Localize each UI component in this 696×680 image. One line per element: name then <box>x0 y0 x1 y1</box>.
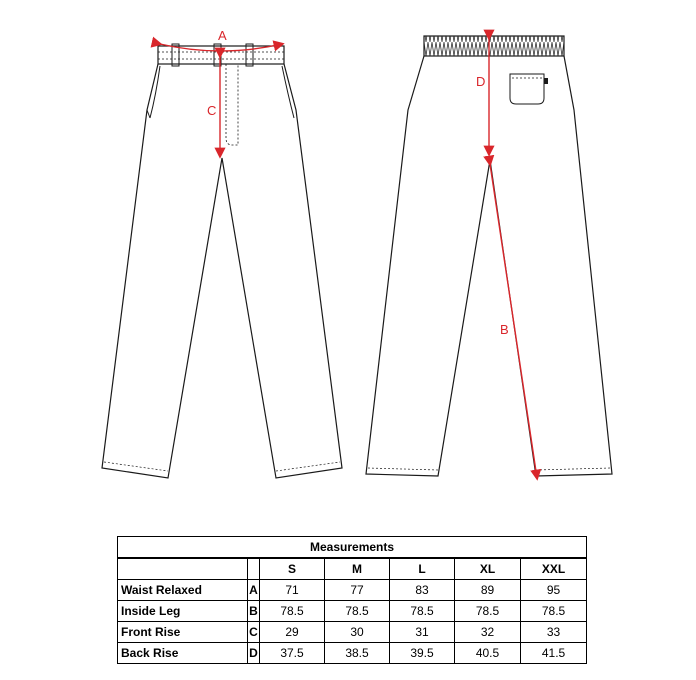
label-b: B <box>500 322 509 337</box>
cell-value: 77 <box>325 580 390 601</box>
header-code-empty <box>248 558 260 580</box>
size-s: S <box>260 558 325 580</box>
cell-value: 78.5 <box>521 601 587 622</box>
row-name: Inside Leg <box>118 601 248 622</box>
row-name: Waist Relaxed <box>118 580 248 601</box>
table-row <box>118 643 587 664</box>
size-xxl: XXL <box>521 558 587 580</box>
front-view-trousers <box>102 44 342 478</box>
cell-value: 89 <box>455 580 521 601</box>
size-l: L <box>390 558 455 580</box>
size-m: M <box>325 558 390 580</box>
table-row <box>118 580 587 601</box>
cell-value: 95 <box>521 580 587 601</box>
table-title: Measurements <box>118 537 587 559</box>
back-elastic-waistband <box>424 36 564 56</box>
label-c: C <box>207 103 217 118</box>
cell-value: 31 <box>390 622 455 643</box>
back-pocket <box>510 74 544 104</box>
row-name: Front Rise <box>118 622 248 643</box>
cell-value: 32 <box>455 622 521 643</box>
cell-value: 78.5 <box>455 601 521 622</box>
cell-value: 71 <box>260 580 325 601</box>
cell-value: 39.5 <box>390 643 455 664</box>
measure-inside-leg-b <box>490 164 537 478</box>
cell-value: 29 <box>260 622 325 643</box>
row-code: A <box>248 580 260 601</box>
row-name: Back Rise <box>118 643 248 664</box>
cell-value: 40.5 <box>455 643 521 664</box>
cell-value: 78.5 <box>260 601 325 622</box>
size-xl: XL <box>455 558 521 580</box>
measure-front-rise-c <box>207 56 220 156</box>
cell-value: 37.5 <box>260 643 325 664</box>
measurements-table <box>117 536 587 664</box>
size-header-row <box>118 558 587 580</box>
label-a: A <box>218 28 227 43</box>
row-code: D <box>248 643 260 664</box>
cell-value: 38.5 <box>325 643 390 664</box>
cell-value: 33 <box>521 622 587 643</box>
cell-value: 83 <box>390 580 455 601</box>
cell-value: 78.5 <box>390 601 455 622</box>
cell-value: 78.5 <box>325 601 390 622</box>
cell-value: 30 <box>325 622 390 643</box>
front-trouser-outline <box>102 64 342 478</box>
header-empty <box>118 558 248 580</box>
row-code: C <box>248 622 260 643</box>
table-row <box>118 601 587 622</box>
cell-value: 41.5 <box>521 643 587 664</box>
row-code: B <box>248 601 260 622</box>
table-row <box>118 622 587 643</box>
label-d: D <box>476 74 486 89</box>
measurements-table-container <box>117 536 586 664</box>
